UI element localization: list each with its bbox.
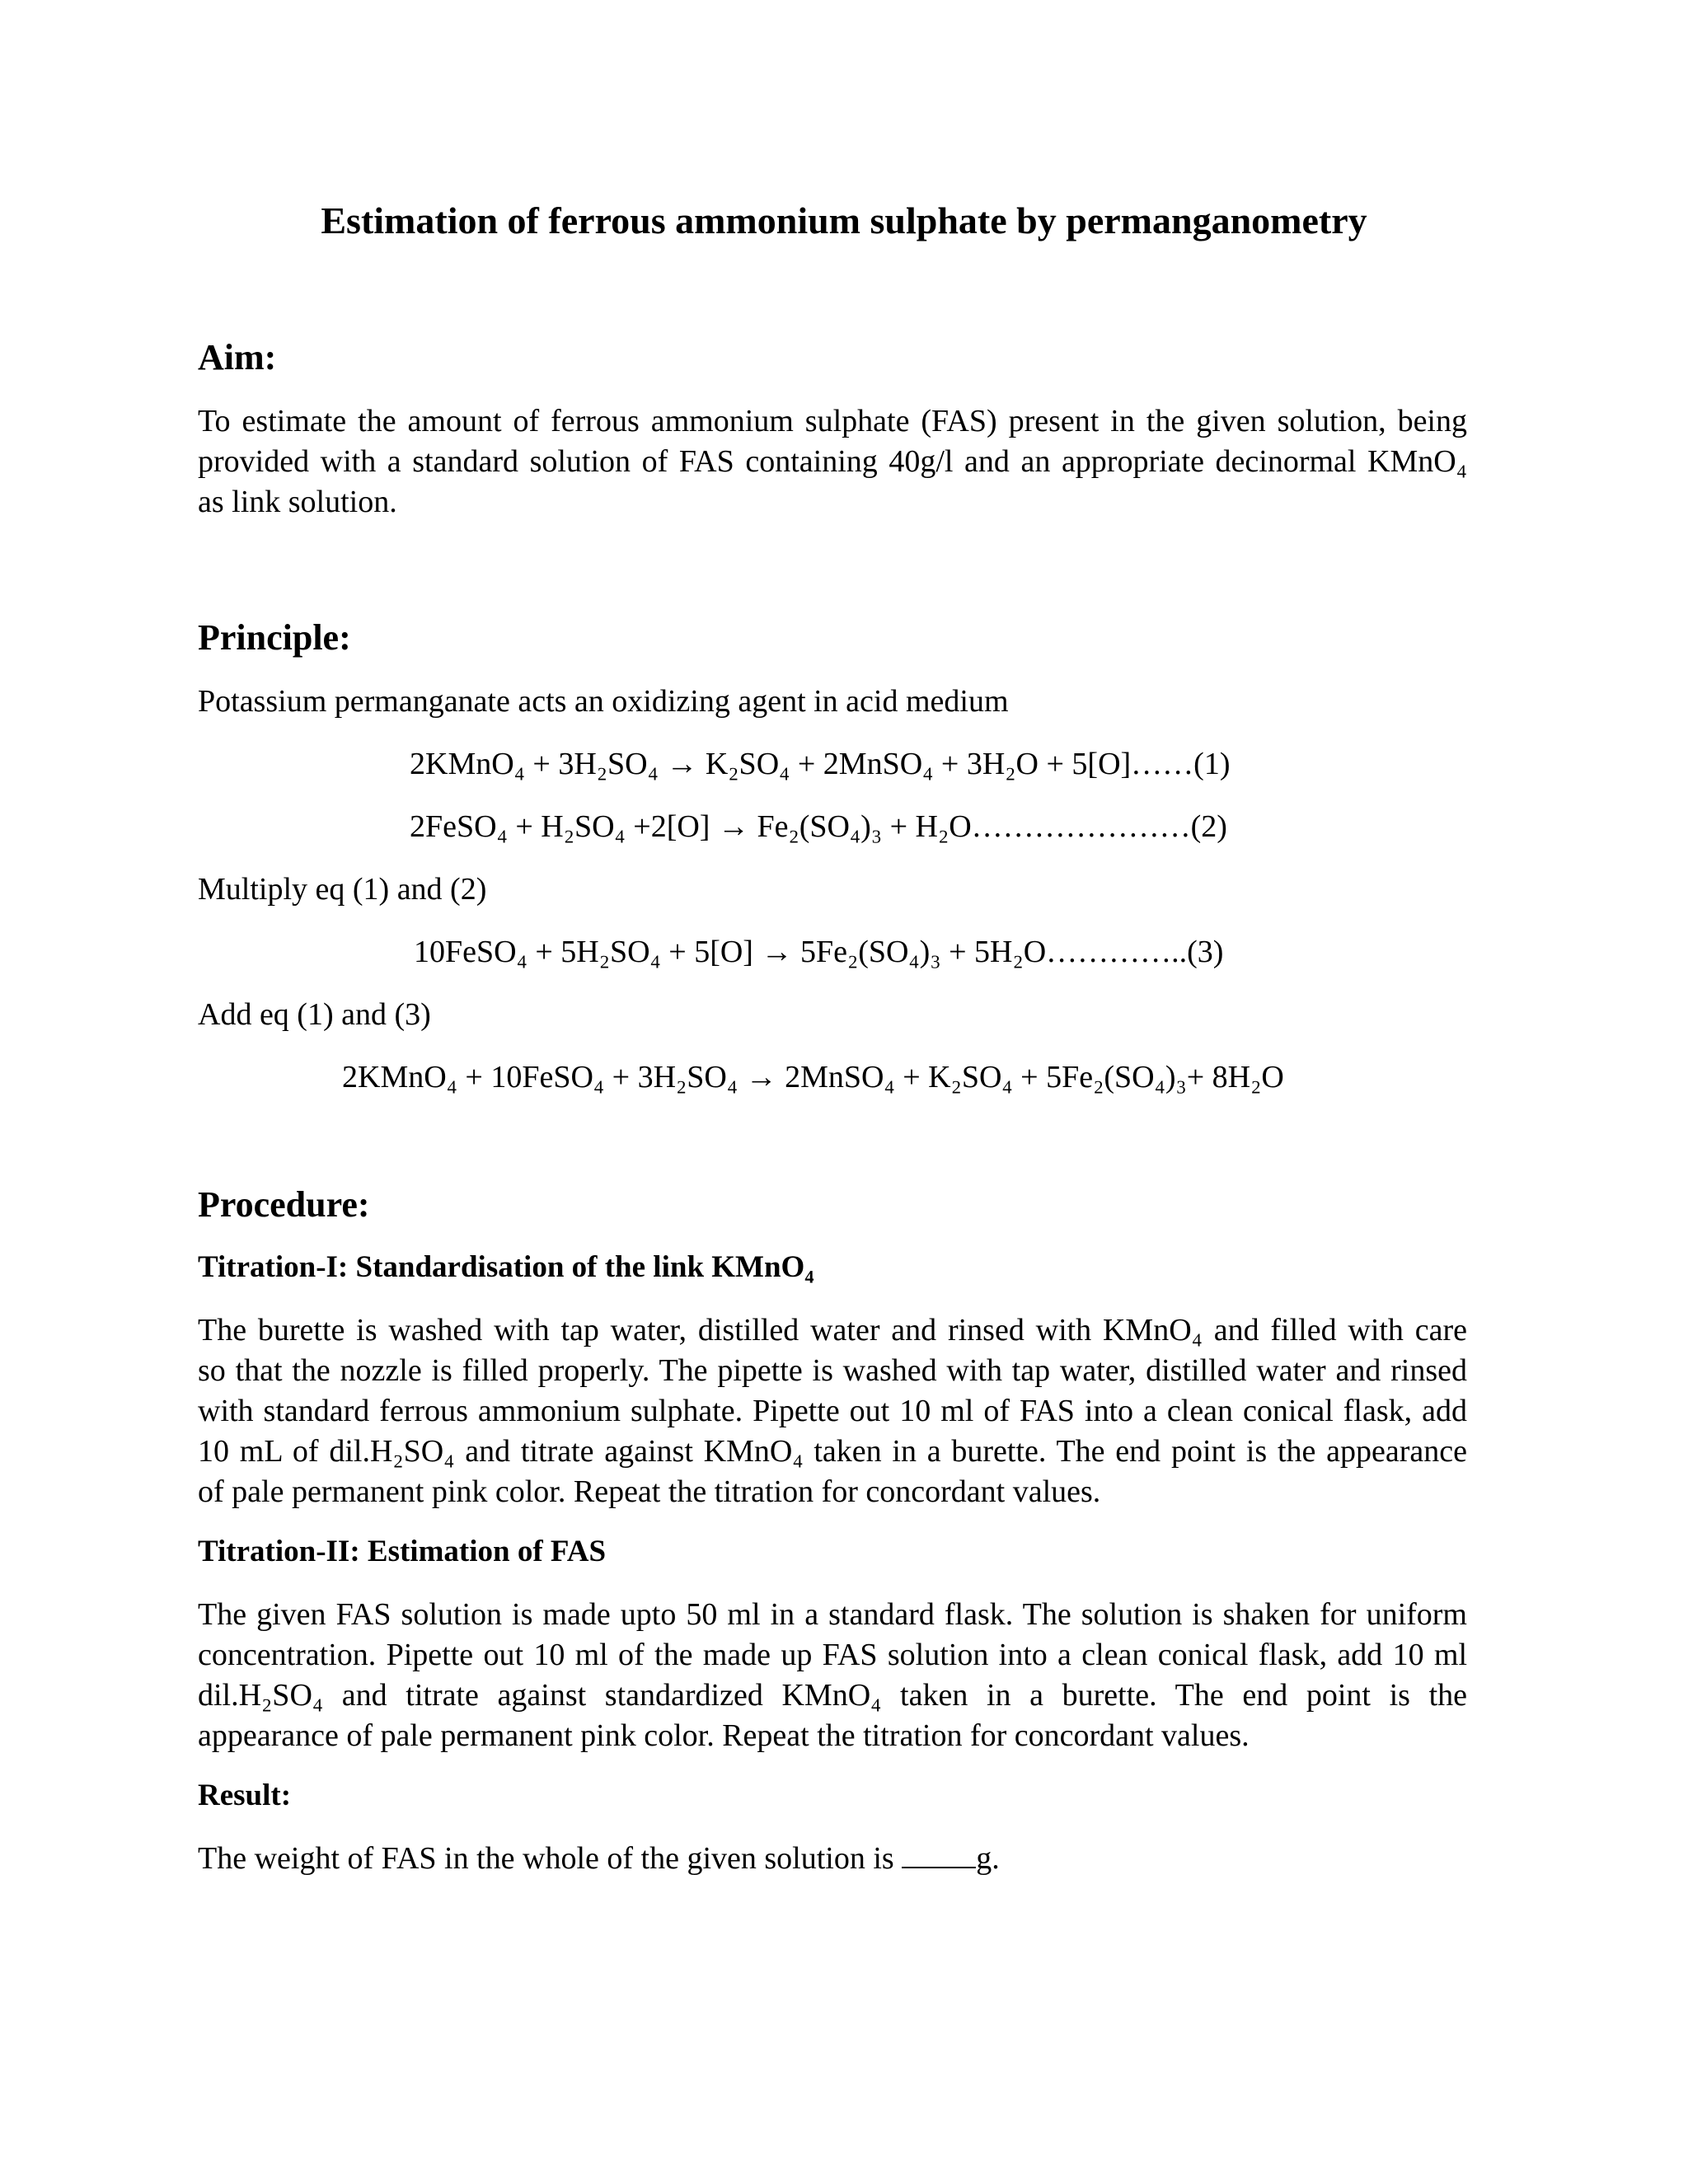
aim-paragraph <box>198 401 1467 523</box>
titration-1-line: 10 mL of dil.H₂SO₄ and titrate against KMnO₄ taken in a burette. The end point is the appearance <box>198 1434 1467 1469</box>
titration-1-heading: Titration-I: Standardisation of the link KMnO₄ <box>198 1250 814 1284</box>
equation-2: 2FeSO₄ + H₂SO₄ +2[O] → Fe₂(SO₄)₃ + H₂O…………………(2) <box>410 809 1227 844</box>
titration-2-line: concentration. Pipette out 10 ml of the made up FAS solution into a clean conical flask, add 10 ml <box>198 1638 1467 1672</box>
titration-2-line: dil.H₂SO₄ and titrate against standardized KMnO₄ taken in a burette. The end point is the <box>198 1678 1467 1713</box>
add-text: Add eq (1) and (3) <box>198 997 431 1032</box>
equation-final: 2KMnO₄ + 10FeSO₄ + 3H₂SO₄ → 2MnSO₄ + K₂SO₄ + 5Fe₂(SO₄)₃+ 8H₂O <box>342 1060 1284 1094</box>
result-blank <box>902 1840 976 1868</box>
result-heading: Result: <box>198 1779 292 1812</box>
equation-3: 10FeSO₄ + 5H₂SO₄ + 5[O] → 5Fe₂(SO₄)₃ + 5H₂O…………..(3) <box>414 935 1224 969</box>
principle-intro: Potassium permanganate acts an oxidizing agent in acid medium <box>198 684 1009 719</box>
titration-2-paragraph <box>198 1595 1467 1756</box>
titration-1-line: of pale permanent pink color. Repeat the titration for concordant values. <box>198 1474 1101 1509</box>
aim-line: To estimate the amount of ferrous ammonium sulphate (FAS) present in the given solution, being <box>198 404 1467 438</box>
titration-1-line: so that the nozzle is filled properly. The pipette is washed with tap water, distilled water and rinsed <box>198 1353 1467 1388</box>
result-text: The weight of FAS in the whole of the given solution is <box>198 1841 903 1876</box>
titration-1-paragraph <box>198 1310 1467 1512</box>
aim-heading: Aim: <box>198 337 277 377</box>
titration-1-line: The burette is washed with tap water, distilled water and rinsed with KMnO₄ and filled with care <box>198 1313 1467 1347</box>
multiply-text: Multiply eq (1) and (2) <box>198 872 487 907</box>
titration-2-line: appearance of pale permanent pink color. Repeat the titration for concordant values. <box>198 1718 1250 1753</box>
principle-heading: Principle: <box>198 617 351 658</box>
aim-line: as link solution. <box>198 485 397 519</box>
aim-line: provided with a standard solution of FAS containing 40g/l and an appropriate decinormal KMnO₄ <box>198 444 1467 479</box>
titration-2-line: The given FAS solution is made upto 50 ml in a standard flask. The solution is shaken for uniform <box>198 1597 1467 1632</box>
titration-2-heading: Titration-II: Estimation of FAS <box>198 1535 607 1568</box>
titration-1-line: with standard ferrous ammonium sulphate. Pipette out 10 ml of FAS into a clean conical flask, add <box>198 1394 1467 1428</box>
result-sentence <box>198 1839 1000 1879</box>
result-unit: g. <box>976 1841 1000 1876</box>
page-title: Estimation of ferrous ammonium sulphate by permanganometry <box>321 199 1367 241</box>
equation-1: 2KMnO₄ + 3H₂SO₄ → K₂SO₄ + 2MnSO₄ + 3H₂O + 5[O]……(1) <box>410 747 1231 781</box>
procedure-heading: Procedure: <box>198 1184 370 1225</box>
